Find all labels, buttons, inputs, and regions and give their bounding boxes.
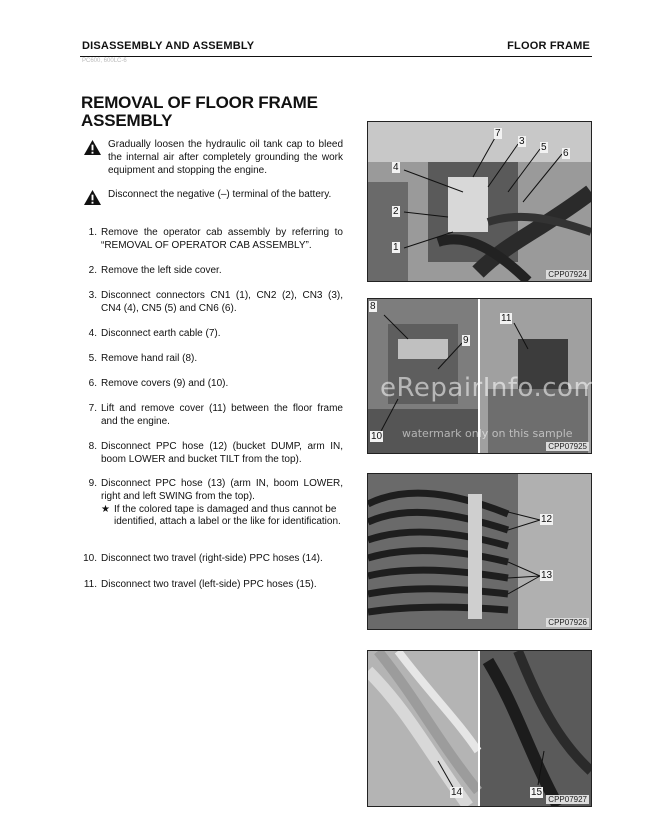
step-4: [83, 328, 343, 341]
step-number: 5.: [88, 353, 97, 364]
header-model: PC600, 600LC-6: [82, 58, 127, 64]
step-text: Disconnect two travel (left-side) PPC hoses (15).: [101, 579, 317, 590]
step-3: [83, 290, 343, 316]
photo-connectors-image: [368, 122, 591, 281]
note-text: If the colored tape is damaged and thus cannot be identified, attach a label or the like for identification.: [114, 503, 341, 528]
photo-travel-hoses-image: [368, 651, 591, 806]
warning-text: Disconnect the negative (–) terminal of the battery.: [108, 189, 332, 200]
step-text: Disconnect PPC hose (12) (bucket DUMP, arm IN, boom LOWER and bucket TILT from the top).: [101, 441, 343, 465]
step-7: [83, 403, 343, 429]
callout-label: 9: [463, 335, 469, 346]
callout-label: 5: [541, 142, 547, 153]
warning-1: [83, 139, 343, 177]
step-8: [83, 441, 343, 467]
warning-icon: [83, 139, 102, 156]
warning-icon: [83, 189, 102, 206]
photo-ppc-hoses-image: [368, 474, 591, 629]
step-9: [83, 478, 343, 529]
step-number: 8.: [88, 441, 97, 452]
photo-code: CPP07925: [548, 442, 587, 451]
step-text: Lift and remove cover (11) between the floor frame and the engine.: [101, 403, 343, 427]
step-number: 1.: [88, 227, 97, 238]
chapter-header: FLOOR FRAME: [507, 40, 590, 52]
step-number: 11.: [83, 579, 97, 590]
callout-label: 11: [501, 313, 512, 324]
callout-label: 7: [495, 128, 501, 139]
step-text: Remove hand rail (8).: [101, 353, 198, 364]
step-text: Remove covers (9) and (10).: [101, 378, 229, 389]
callout-label: 15: [531, 787, 543, 798]
header-rule: [80, 56, 592, 57]
callout-label: 3: [519, 136, 525, 147]
step-10: [83, 553, 343, 566]
step-text: Disconnect PPC hose (13) (arm IN, boom LOWER, right and left SWING from the top).: [101, 478, 343, 502]
callout-label: 2: [393, 206, 399, 217]
callout-label: 4: [393, 162, 399, 173]
callout-label: 8: [370, 301, 376, 312]
watermark-text: eRepairInfo.com: [380, 373, 600, 403]
step-text: Disconnect connectors CN1 (1), CN2 (2), CN3 (3), CN4 (4), CN5 (5) and CN6 (6).: [101, 290, 343, 314]
step-text: Disconnect earth cable (7).: [101, 328, 221, 339]
step-number: 6.: [88, 378, 97, 389]
step-5: [83, 353, 343, 366]
step-number: 7.: [88, 403, 97, 414]
step-number: 3.: [88, 290, 97, 301]
watermark-subtext: watermark only on this sample: [402, 427, 573, 440]
step-2: [83, 265, 343, 278]
photo-code: CPP07926: [548, 618, 587, 627]
step-note: [101, 504, 343, 530]
photo-ppc-hoses: [367, 473, 592, 630]
step-6: [83, 378, 343, 391]
step-11: [83, 579, 343, 592]
step-text: Disconnect two travel (right-side) PPC hoses (14).: [101, 553, 323, 564]
section-header: DISASSEMBLY AND ASSEMBLY: [82, 40, 255, 52]
photo-code: CPP07927: [548, 795, 587, 804]
callout-label: 1: [393, 242, 399, 253]
step-text: Remove the left side cover.: [101, 265, 222, 276]
callout-label: 14: [451, 787, 463, 798]
step-text: Remove the operator cab assembly by referring to “REMOVAL OF OPERATOR CAB ASSEMBLY”.: [101, 227, 343, 251]
step-number: 2.: [88, 265, 97, 276]
step-1: [83, 227, 343, 253]
step-number: 9.: [88, 478, 97, 489]
callout-label: 12: [541, 514, 553, 525]
warning-text: Gradually loosen the hydraulic oil tank cap to bleed the internal air after completely grounding the work equipment and stopping the engine.: [108, 139, 343, 176]
callout-label: 10: [371, 431, 383, 442]
callout-label: 13: [541, 570, 553, 581]
callout-label: 6: [563, 148, 569, 159]
step-number: 4.: [88, 328, 97, 339]
photo-travel-hoses: [367, 650, 592, 807]
warning-2: [83, 189, 343, 202]
photo-connectors: [367, 121, 592, 282]
step-number: 10.: [83, 553, 97, 564]
photo-code: CPP07924: [548, 270, 587, 279]
star-icon: ★: [101, 503, 110, 515]
page-title: REMOVAL OF FLOOR FRAME ASSEMBLY: [81, 93, 318, 130]
